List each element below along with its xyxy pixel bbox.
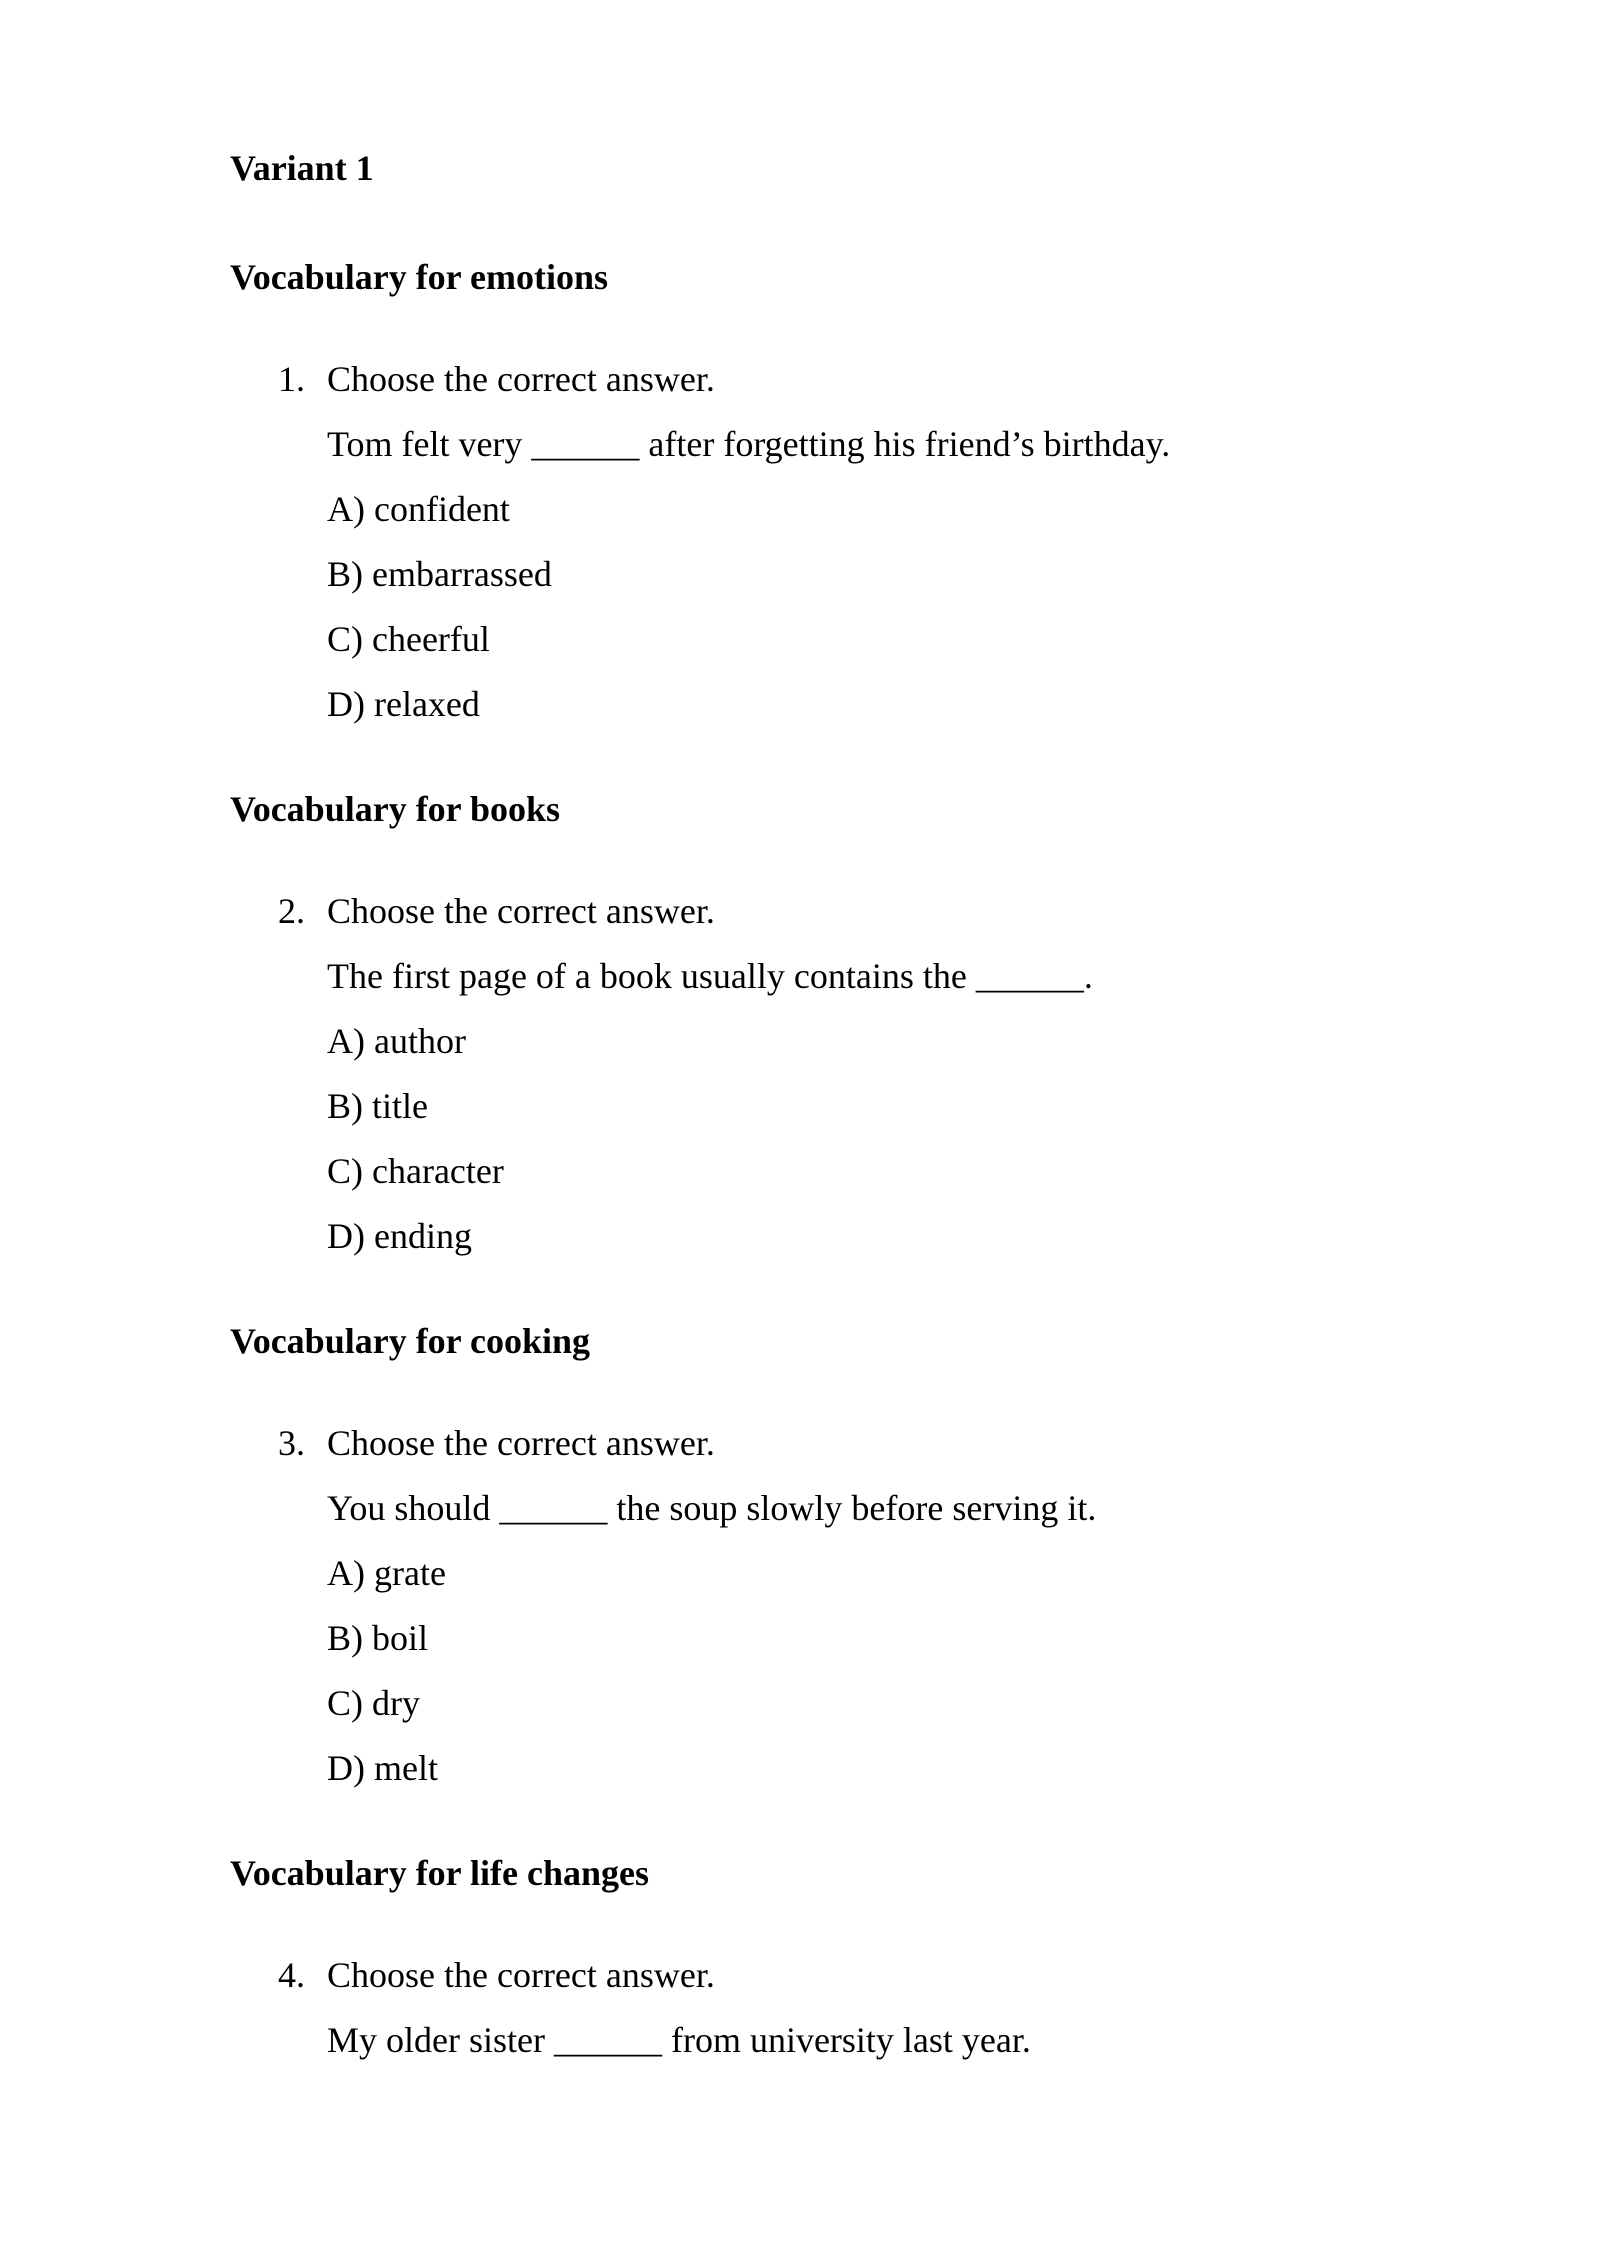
answer-option-c[interactable]: C) dry [327, 1683, 420, 1723]
answer-option-c[interactable]: C) character [327, 1151, 504, 1191]
page-title: Variant 1 [230, 148, 374, 188]
answer-option-a[interactable]: A) author [327, 1021, 466, 1061]
answer-option-b[interactable]: B) embarrassed [327, 554, 552, 594]
section-heading: Vocabulary for books [230, 789, 561, 829]
answer-option-c[interactable]: C) cheerful [327, 619, 490, 659]
question-stem: The first page of a book usually contains the ______. [327, 956, 1093, 996]
section-heading: Vocabulary for emotions [230, 257, 608, 297]
question-stem: Tom felt very ______ after forgetting his friend’s birthday. [327, 424, 1171, 464]
section-heading: Vocabulary for life changes [230, 1853, 649, 1893]
question-instruction: Choose the correct answer. [327, 359, 715, 399]
question-stem: You should ______ the soup slowly before serving it. [327, 1488, 1097, 1528]
question-number: 3. [278, 1423, 305, 1463]
answer-option-d[interactable]: D) relaxed [327, 684, 480, 724]
question-number: 2. [278, 891, 305, 931]
answer-option-a[interactable]: A) grate [327, 1553, 446, 1593]
question-instruction: Choose the correct answer. [327, 1955, 715, 1995]
question-number: 4. [278, 1955, 305, 1995]
answer-option-d[interactable]: D) ending [327, 1216, 472, 1256]
answer-option-b[interactable]: B) boil [327, 1618, 429, 1658]
answer-option-b[interactable]: B) title [327, 1086, 428, 1126]
answer-option-a[interactable]: A) confident [327, 489, 510, 529]
section-heading: Vocabulary for cooking [230, 1321, 591, 1361]
answer-option-d[interactable]: D) melt [327, 1748, 438, 1788]
question-stem: My older sister ______ from university last year. [327, 2020, 1031, 2060]
question-number: 1. [278, 359, 305, 399]
question-instruction: Choose the correct answer. [327, 891, 715, 931]
question-instruction: Choose the correct answer. [327, 1423, 715, 1463]
